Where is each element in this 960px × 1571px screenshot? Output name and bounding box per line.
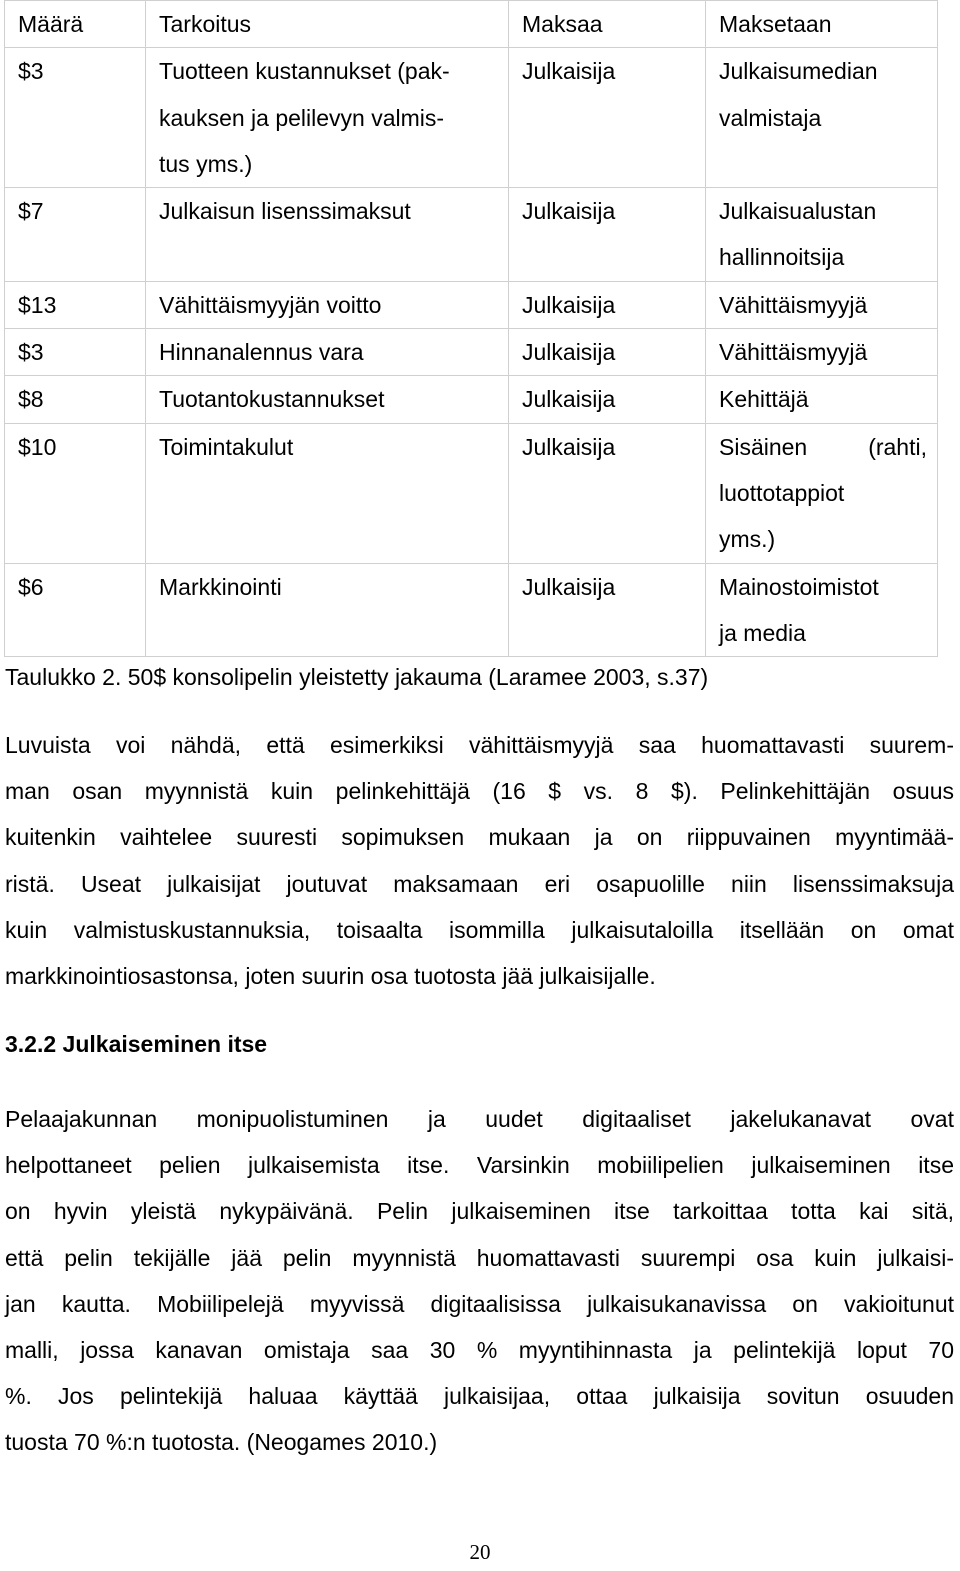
- text-line: helpottaneet pelien julkaisemista itse. Varsinkin mobiilipelien julkaiseminen itse: [5, 1152, 954, 1179]
- cell-payee-line: hallinnoitsija: [719, 244, 845, 271]
- table-row: [5, 376, 938, 423]
- cell-purpose: [146, 188, 509, 282]
- cell-purpose: [146, 376, 509, 423]
- text-line: markkinointiosastonsa, joten suurin osa tuotosta jää julkaisijalle.: [5, 963, 656, 990]
- table-row: [5, 48, 938, 188]
- header-payee: Maksetaan: [706, 1, 938, 48]
- cell-payee-line: Vähittäismyyjä: [719, 291, 868, 318]
- cell-payee-line: Vähittäismyyjä: [719, 339, 868, 366]
- cell-purpose-line: Toimintakulut: [159, 433, 294, 460]
- cell-payee-line: luottotappiot: [719, 479, 845, 506]
- cell-purpose: [146, 423, 509, 563]
- cell-purpose: [146, 563, 509, 657]
- cell-amount: $8: [5, 376, 146, 423]
- cell-purpose: [146, 48, 509, 188]
- page-number: 20: [469, 1540, 491, 1564]
- paragraph-body-1: [5, 722, 954, 999]
- cell-payer: Julkaisija: [509, 48, 706, 188]
- cell-payee-line: Sisäinen (rahti,: [719, 433, 927, 460]
- header-amount: Määrä: [5, 1, 146, 48]
- table-row: [5, 281, 938, 328]
- table-row: [5, 188, 938, 282]
- text-line: %. Jos pelintekijä haluaa käyttää julkaisijaa, ottaa julkaisija sovitun osuuden: [5, 1383, 954, 1410]
- text-line: malli, jossa kanavan omistaja saa 30 % myyntihinnasta ja pelintekijä loput 70: [5, 1337, 954, 1364]
- cell-amount: $13: [5, 281, 146, 328]
- cell-payee: [706, 563, 938, 657]
- section-heading: 3.2.2 Julkaiseminen itse: [5, 1031, 268, 1057]
- cell-purpose-line: Vähittäismyyjän voitto: [159, 291, 382, 318]
- cell-amount: $3: [5, 329, 146, 376]
- text-line: Pelaajakunnan monipuolistuminen ja uudet digitaaliset jakelukanavat ovat: [5, 1106, 954, 1132]
- cell-payer: Julkaisija: [509, 376, 706, 423]
- cell-purpose-line: Tuotantokustannukset: [159, 386, 385, 413]
- cell-payee: [706, 188, 938, 282]
- text-line: tuosta 70 %:n tuotosta. (Neogames 2010.): [5, 1429, 438, 1456]
- cell-payee: [706, 329, 938, 376]
- cell-payee-line: Kehittäjä: [719, 386, 809, 413]
- distribution-table: [4, 0, 938, 657]
- cell-purpose: [146, 281, 509, 328]
- cell-payer: Julkaisija: [509, 329, 706, 376]
- text-line: että pelin tekijälle jää pelin myynnistä huomattavasti suurempi osa kuin julkaisi-: [5, 1244, 954, 1271]
- paragraph-body-2: [5, 1096, 954, 1466]
- cell-payee-line: ja media: [719, 619, 806, 646]
- text-line: kuitenkin vaihtelee suuresti sopimuksen mukaan ja on riippuvainen myyntimää-: [5, 824, 954, 851]
- cell-payee: [706, 281, 938, 328]
- cell-purpose-line: Tuotteen kustannukset (pak-: [159, 58, 450, 85]
- header-payer: Maksaa: [509, 1, 706, 48]
- table-row: [5, 563, 938, 657]
- header-purpose: Tarkoitus: [146, 1, 509, 48]
- text-line: ristä. Useat julkaisijat joutuvat maksamaan eri osapuolille niin lisenssimaksuja: [5, 870, 954, 897]
- cell-purpose-line: Hinnanalennus vara: [159, 339, 364, 366]
- cell-amount: $10: [5, 423, 146, 563]
- cell-payee-line: Julkaisumedian: [719, 58, 878, 85]
- table-header-row: [5, 1, 938, 48]
- cell-payee-line: valmistaja: [719, 104, 822, 131]
- text-line: jan kautta. Mobiilipelejä myyvissä digitaalisissa julkaisukanavissa on vakioitunut: [5, 1290, 954, 1317]
- cell-payee-line: yms.): [719, 526, 776, 553]
- cell-payer: Julkaisija: [509, 563, 706, 657]
- cell-payer: Julkaisija: [509, 281, 706, 328]
- cell-purpose-line: tus yms.): [159, 150, 253, 177]
- cell-purpose-line: kauksen ja pelilevyn valmis-: [159, 104, 445, 131]
- table-row: [5, 423, 938, 563]
- cell-payer: Julkaisija: [509, 188, 706, 282]
- cell-payer: Julkaisija: [509, 423, 706, 563]
- cell-payee-line: Mainostoimistot: [719, 573, 879, 600]
- text-line: man osan myynnistä kuin pelinkehittäjä (16 $ vs. 8 $). Pelinkehittäjän osuus: [5, 778, 954, 805]
- cell-amount: $3: [5, 48, 146, 188]
- cell-purpose: [146, 329, 509, 376]
- cell-payee: [706, 376, 938, 423]
- cell-purpose-line: Markkinointi: [159, 573, 282, 600]
- cell-purpose-line: Julkaisun lisenssimaksut: [159, 198, 411, 225]
- text-line: on hyvin yleistä nykypäivänä. Pelin julkaiseminen itse tarkoittaa totta kai sitä,: [5, 1198, 954, 1225]
- text-line: kuin valmistuskustannuksia, toisaalta isommilla julkaisutaloilla itsellään on omat: [5, 916, 954, 943]
- cell-payee-line: Julkaisualustan: [719, 198, 877, 225]
- cell-amount: $6: [5, 563, 146, 657]
- cell-amount: $7: [5, 188, 146, 282]
- text-line: Luvuista voi nähdä, että esimerkiksi vähittäismyyjä saa huomattavasti suurem-: [5, 732, 954, 758]
- cell-payee: [706, 48, 938, 188]
- table-row: [5, 329, 938, 376]
- table-caption: Taulukko 2. 50$ konsolipelin yleistetty jakauma (Laramee 2003, s.37): [5, 664, 709, 690]
- cell-payee: [706, 423, 938, 563]
